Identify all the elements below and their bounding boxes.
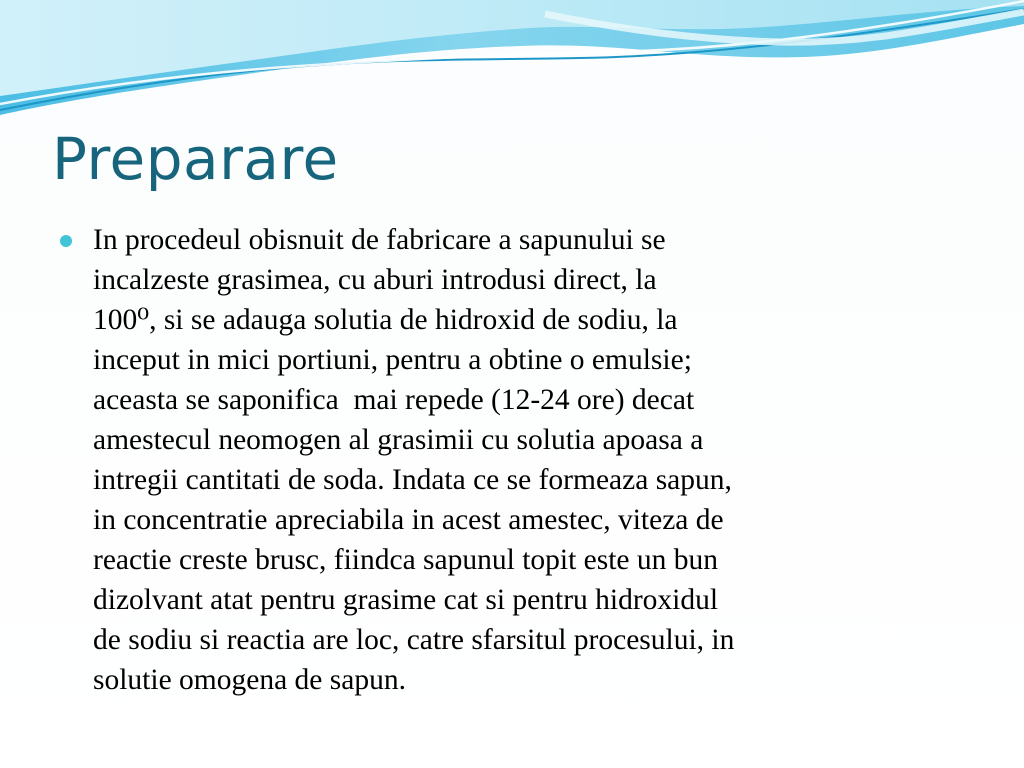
paragraph-line: amestecul neomogen al grasimii cu solutia apoasa a (93, 424, 704, 456)
slide-title: Preparare (52, 125, 339, 193)
top-wave-decoration (0, 0, 1024, 120)
paragraph-text (93, 220, 955, 700)
paragraph-line: in concentratie apreciabila in acest amestec, viteza de (93, 504, 724, 536)
round-bullet-icon (60, 235, 72, 247)
paragraph-line: incalzeste grasimea, cu aburi introdusi direct, la (93, 264, 657, 296)
paragraph-line: de sodiu si reactia are loc, catre sfarsitul procesului, in (93, 624, 735, 656)
slide-content (60, 220, 960, 700)
paragraph-line: In procedeul obisnuit de fabricare a sapunului se (93, 224, 666, 256)
paragraph-line: inceput in mici portiuni, pentru a obtine o emulsie; (93, 344, 692, 376)
paragraph-line: solutie omogena de sapun. (93, 664, 406, 696)
paragraph-line: 100⁰, si se adauga solutia de hidroxid de sodiu, la (93, 304, 678, 336)
paragraph-line: intregii cantitati de soda. Indata ce se formeaza sapun, (93, 464, 732, 496)
paragraph-line: reactie creste brusc, fiindca sapunul topit este un bun (93, 544, 719, 576)
paragraph-line: dizolvant atat pentru grasime cat si pentru hidroxidul (93, 584, 719, 616)
paragraph-line: aceasta se saponifica mai repede (12-24 ore) decat (93, 384, 695, 416)
bullet-paragraph (60, 220, 960, 700)
